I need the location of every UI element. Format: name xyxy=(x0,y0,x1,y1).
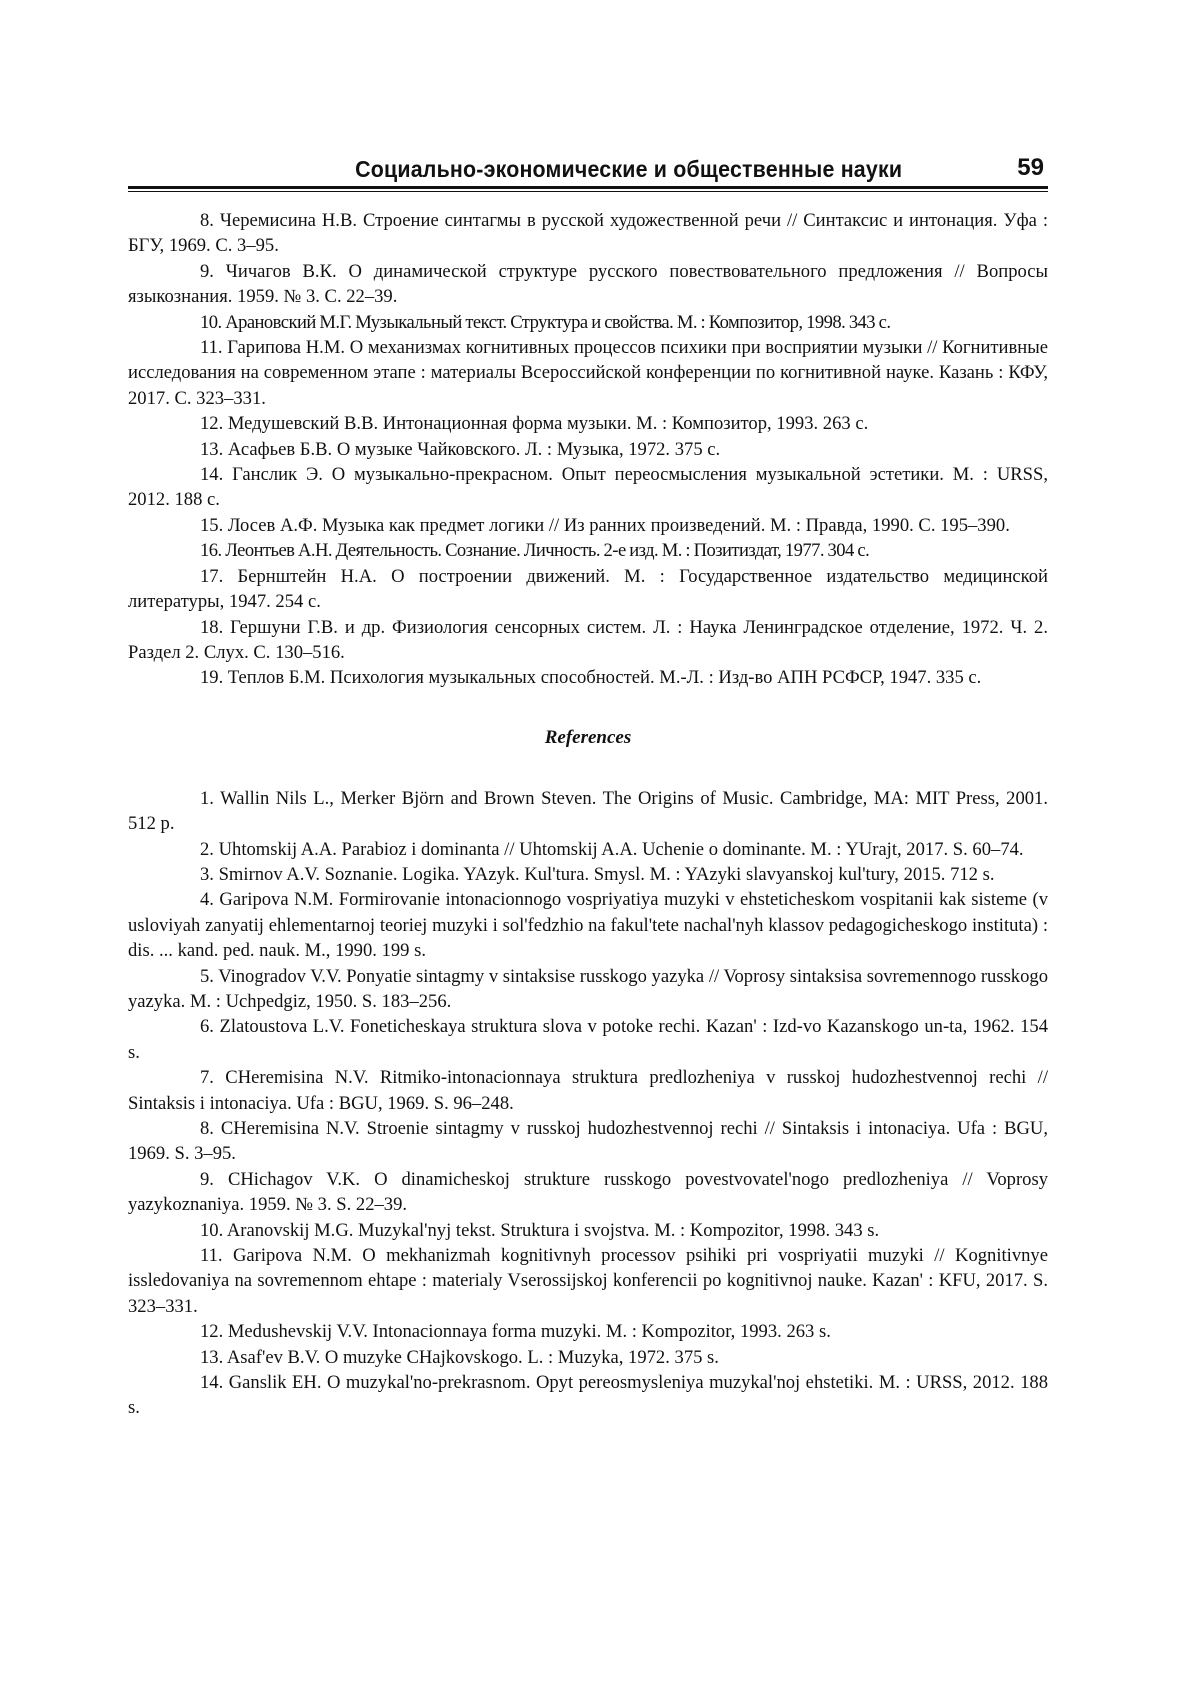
reference-entry: 14. Ганслик Э. О музыкально-прекрасном. Опыт переосмысления музыкальной эстетики. М. : URSS, 2012. 188 с. xyxy=(128,464,1048,511)
reference-entry: 1. Wallin Nils L., Merker Björn and Brown Steven. The Origins of Music. Cambridge, MA: MIT Press, 2001. 512 p. xyxy=(128,787,1048,835)
reference-entry: 14. Ganslik EH. O muzykal'no-prekrasnom. Opyt pereosmysleniya muzykal'noj ehstetiki. M. : URSS, 2012. 188 s. xyxy=(128,1372,1048,1419)
reference-entry: 15. Лосев А.Ф. Музыка как предмет логики // Из ранних произведений. М. : Правда, 1990. С. 195–390. xyxy=(200,514,1010,536)
reference-entry: 12. Медушевский В.В. Интонационная форма музыки. М. : Композитор, 1993. 263 с. xyxy=(200,413,869,435)
reference-entry: 18. Гершуни Г.В. и др. Физиология сенсорных систем. Л. : Наука Ленинградское отделение, 1972. Ч. 2. Раздел 2. Слух. С. 130–516. xyxy=(128,616,1048,663)
reference-entry: 9. Чичагов В.К. О динамической структуре русского повествовательного предложения // Вопросы языкознания. 1959. № 3. С. 22–39. xyxy=(128,260,1048,308)
english-reference-list xyxy=(128,786,1048,1421)
reference-entry: 11. Гарипова Н.М. О механизмах когнитивных процессов психики при восприятии музыки // Когнитивные исследования на современном этапе : материалы Всероссийской конференции по когнитивной науке. Казань : КФУ, 2017. С. 323–331. xyxy=(128,337,1048,409)
reference-entry: 11. Garipova N.M. O mekhanizmah kognitivnyh processov psihiki pri vospriyatii muzyki // Kognitivnye issledovaniya na sovremennom ehtape : materialy Vserossijskoj konferencii po kognitivnoj nauke. Kazan' : KFU, 2017. S. 323–331. xyxy=(128,1245,1048,1317)
running-header xyxy=(128,150,1048,184)
reference-entry: 19. Теплов Б.М. Психология музыкальных способностей. М.-Л. : Изд-во АПН РСФСР, 1947. 335 с. xyxy=(200,667,982,689)
references-heading: References xyxy=(544,726,632,748)
reference-entry: 13. Асафьев Б.В. О музыке Чайковского. Л. : Музыка, 1972. 375 с. xyxy=(200,438,721,460)
russian-reference-list xyxy=(128,208,1048,691)
header-title: Социально-экономические и общественные науки xyxy=(354,156,902,182)
reference-entry: 13. Asaf'ev B.V. O muzyke CHajkovskogo. L. : Muzyka, 1972. 375 s. xyxy=(200,1346,719,1368)
reference-entry: 16. Леонтьев А.Н. Деятельность. Сознание. Личность. 2-е изд. М. : Позитиздат, 1977. 304 с. xyxy=(200,540,870,562)
reference-entry: 17. Бернштейн Н.А. О построении движений. М. : Государственное издательство медицинской литературы, 1947. 254 с. xyxy=(128,565,1048,613)
reference-entry: 8. CHeremisina N.V. Stroenie sintagmy v russkoj hudozhestvennoj rechi // Sintaksis i intonaciya. Ufa : BGU, 1969. S. 3–95. xyxy=(128,1118,1048,1165)
reference-entry: 7. CHeremisina N.V. Ritmiko-intonacionnaya struktura predlozheniya v russkoj hudozhestvennoj rechi // Sintaksis i intonaciya. Ufa : BGU, 1969. S. 96–248. xyxy=(128,1067,1048,1114)
header-rule-thin xyxy=(128,191,1048,192)
reference-entry: 12. Medushevskij V.V. Intonacionnaya forma muzyki. M. : Kompozitor, 1993. 263 s. xyxy=(200,1321,831,1343)
reference-entry: 2. Uhtomskij A.A. Parabioz i dominanta // Uhtomskij A.A. Uchenie o dominante. M. : YUrajt, 2017. S. 60–74. xyxy=(200,838,1024,860)
reference-entry: 9. CHichagov V.K. O dinamicheskoj strukture russkogo povestvovatel'nogo predlozheniya // Voprosy yazykoznaniya. 1959. № 3. S. 22–39. xyxy=(128,1168,1048,1216)
reference-entry: 8. Черемисина Н.В. Строение синтагмы в русской художественной речи // Синтаксис и интонация. Уфа : БГУ, 1969. С. 3–95. xyxy=(128,210,1048,257)
header-rule-thick xyxy=(128,186,1048,189)
document-page xyxy=(128,150,1048,1421)
reference-entry: 5. Vinogradov V.V. Ponyatie sintagmy v sintaksise russkogo yazyka // Voprosy sintaksisa sovremennogo russkogo yazyka. M. : Uchpedgiz, 1950. S. 183–256. xyxy=(128,965,1048,1012)
reference-entry: 4. Garipova N.M. Formirovanie intonacionnogo vospriyatiya muzyki v ehsteticheskom vospitanii kak sisteme (v usloviyah zanyatij ehlementarnoj teoriej muzyki i sol'fedzhio na fakul'tete nachal'nyh klassov pedagogicheskogo instituta) : dis. ... kand. ped. nauk. M., 1990. 199 s. xyxy=(128,889,1048,962)
reference-entry: 3. Smirnov A.V. Soznanie. Logika. YAzyk. Kul'tura. Smysl. M. : YAzyki slavyanskoj kul'tury, 2015. 712 s. xyxy=(200,863,995,885)
reference-entry: 6. Zlatoustova L.V. Foneticheskaya struktura slova v potoke rechi. Kazan' : Izd-vo Kazanskogo un-ta, 1962. 154 s. xyxy=(128,1016,1048,1063)
reference-entry: 10. Арановский М.Г. Музыкальный текст. Структура и свойства. М. : Композитор, 1998. 343 с. xyxy=(200,311,891,333)
reference-entry: 10. Aranovskij M.G. Muzykal'nyj tekst. Struktura i svojstva. M. : Kompozitor, 1998. 343 s. xyxy=(200,1219,880,1241)
page-number: 59 xyxy=(1017,154,1044,181)
